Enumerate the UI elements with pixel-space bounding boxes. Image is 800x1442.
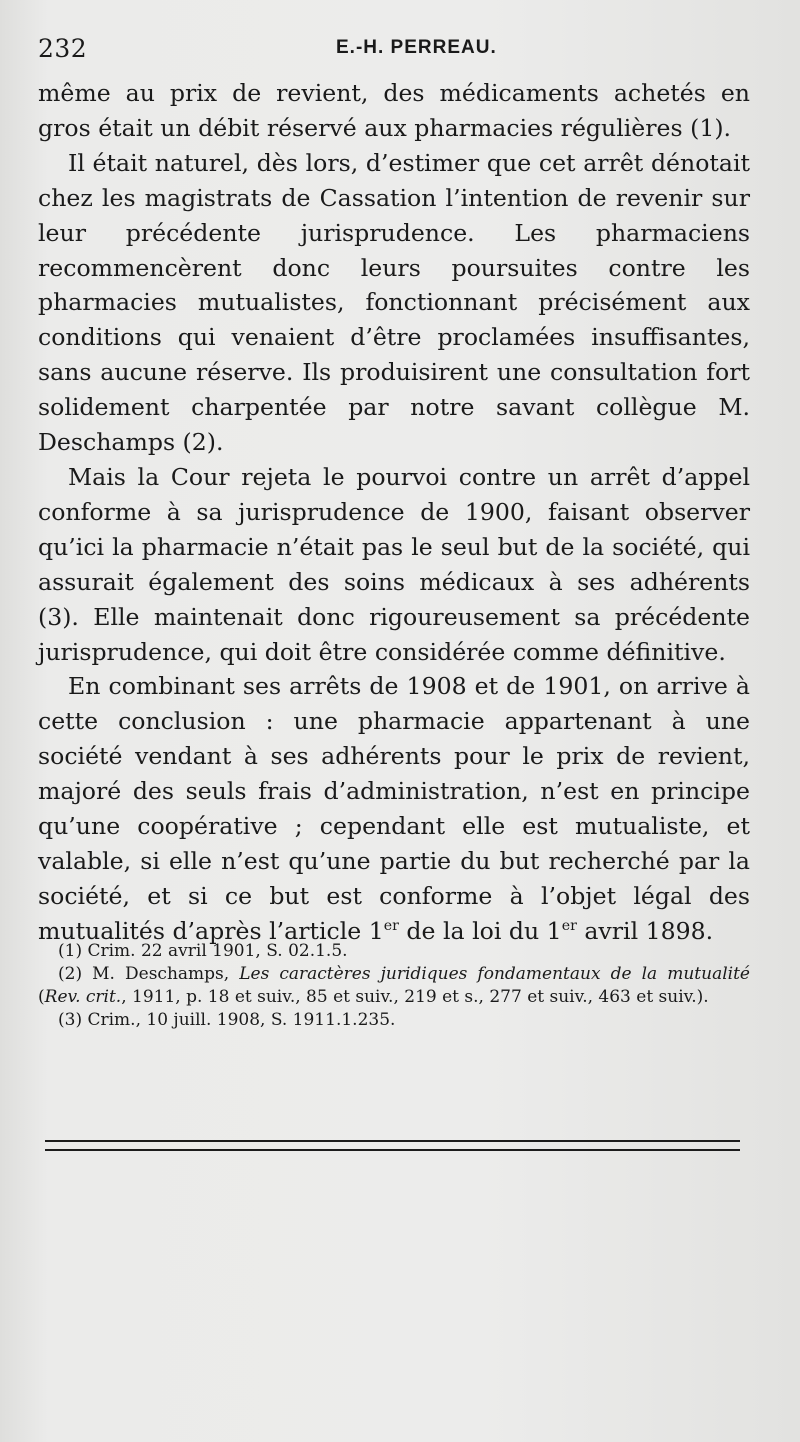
paragraph-4-text-after: avril 1898. xyxy=(576,916,714,945)
page-number: 232 xyxy=(38,34,88,63)
footnote-2-journal: Rev. crit. xyxy=(44,987,122,1007)
running-head: E.-H. PERREAU. xyxy=(336,37,497,58)
footnote-3: (3) Crim., 10 juill. 1908, S. 1911.1.235. xyxy=(58,1010,396,1030)
footnote-2 xyxy=(38,963,750,1009)
footnote-2-middle: ( xyxy=(38,987,45,1007)
paragraph-1: même au prix de revient, des médicaments achetés en gros était un débit réservé aux pharmacies régulières (1). xyxy=(38,79,750,142)
divider-rule-bottom xyxy=(45,1149,740,1151)
footnote-2-prefix: (2) M. Deschamps, xyxy=(58,964,240,984)
footnote-2-title: Les caractères juridiques fondamentaux de la mutualité xyxy=(239,964,750,984)
divider-rule-top xyxy=(45,1140,740,1142)
paragraph-3: Mais la Cour rejeta le pourvoi contre un arrêt d’appel conforme à sa jurisprudence de 1900, faisant observer qu’ici la pharmacie n’était pas le seul but de la société, qui assurait également des soins médicaux à ses adhérents (3). Elle maintenait donc rigoureusement sa précédente jurisprudence, qui doit être considérée comme définitive. xyxy=(38,462,750,666)
paragraph-4-text-middle: de la loi du 1 xyxy=(398,916,562,945)
body-text xyxy=(38,76,750,949)
superscript-er: er xyxy=(561,917,577,934)
paragraph-4-text-before: En combinant ses arrêts de 1908 et de 1901, on arrive à cette conclusion : une pharmacie appartenant à une société vendant à ses adhérents pour le prix de revient, majoré des seuls frais d’administration, n’est en principe qu’une coopérative ; cependant elle est mutualiste, et valable, si elle n’est qu’une partie du but recherché par la société, et si ce but est conforme à l’objet légal des mutualités d’après l’article 1 xyxy=(38,672,750,945)
superscript-er: er xyxy=(383,917,399,934)
paragraph-2: Il était naturel, dès lors, d’estimer que cet arrêt dénotait chez les magistrats de Cassation l’intention de revenir sur leur précédente jurisprudence. Les pharmaciens recommencèrent donc leurs poursuites contre les pharmacies mutualistes, fonctionnant précisément aux conditions qui venaient d’être proclamées insuffisantes, sans aucune réserve. Ils produisirent une consultation fort solidement charpentée par notre savant collègue M. Deschamps (2). xyxy=(38,148,750,457)
page-header xyxy=(38,34,748,64)
footnote-2-suffix: , 1911, p. 18 et suiv., 85 et suiv., 219 et s., 277 et suiv., 463 et suiv.). xyxy=(121,987,709,1007)
paragraph-4 xyxy=(38,669,750,948)
footnote-1: (1) Crim. 22 avril 1901, S. 02.1.5. xyxy=(58,941,348,961)
footnotes xyxy=(38,940,750,1032)
